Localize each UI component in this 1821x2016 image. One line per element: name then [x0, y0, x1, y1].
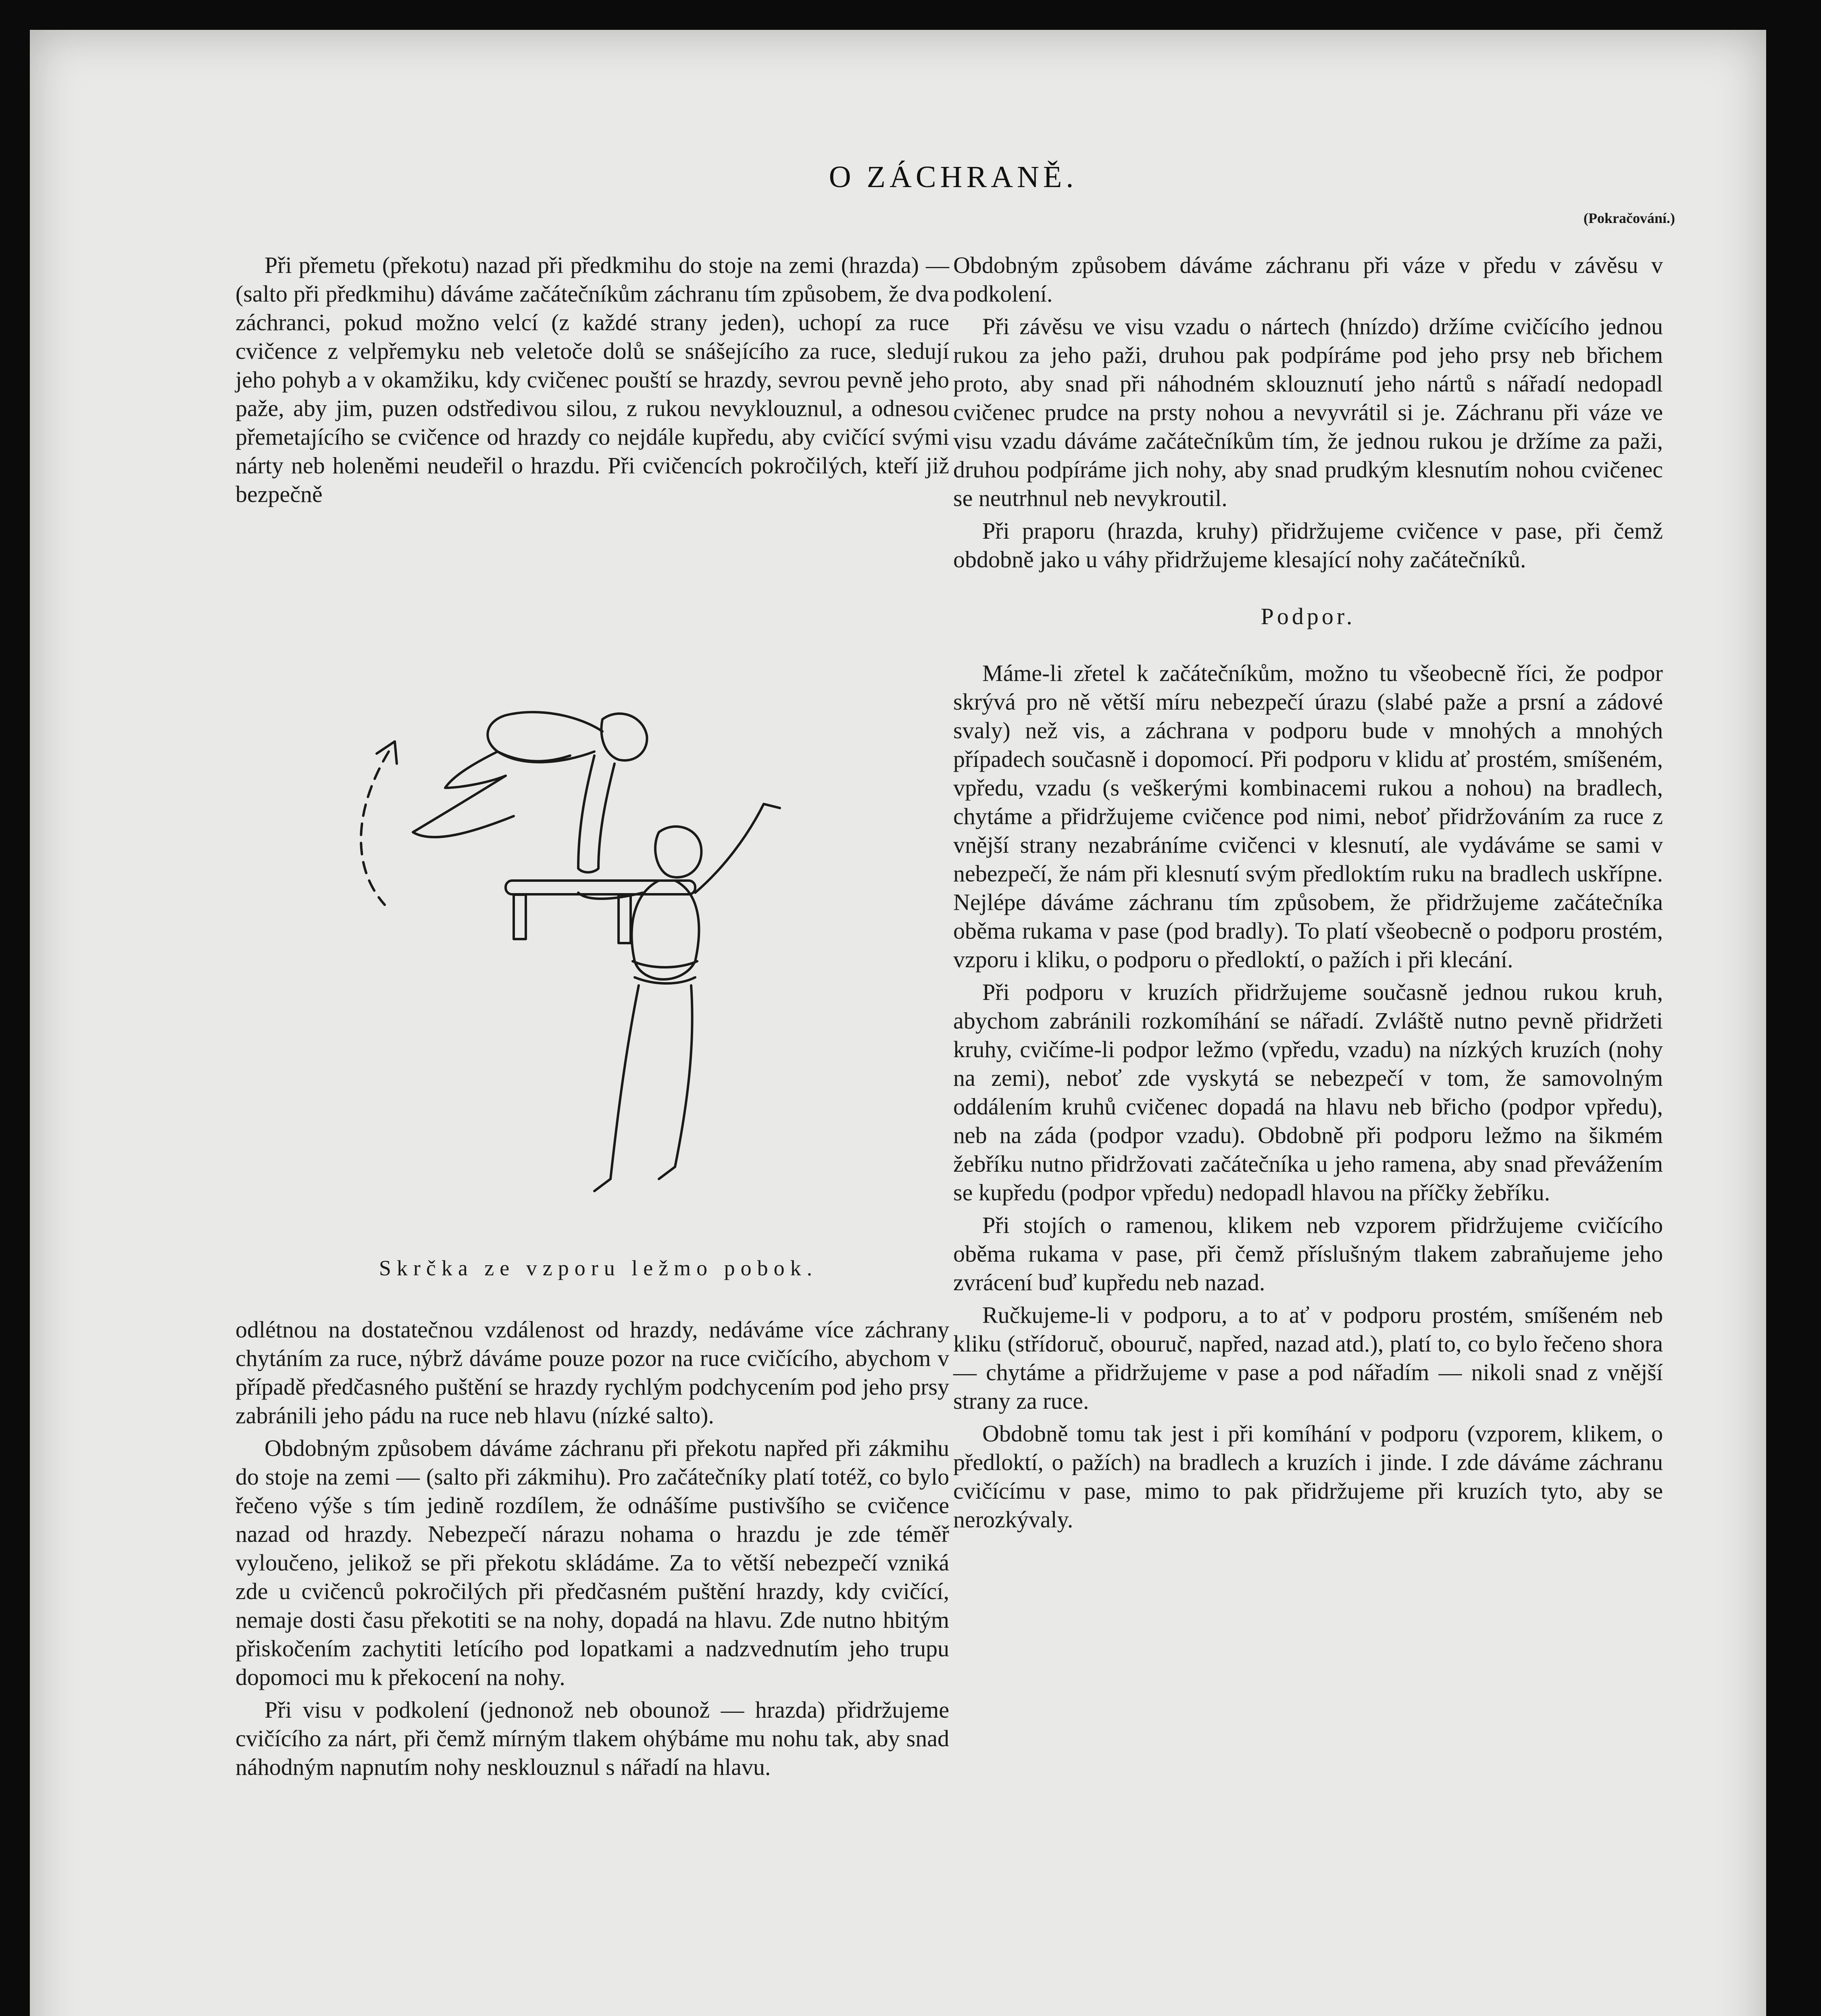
spotter-leg-right — [659, 985, 692, 1179]
paragraph: Při přemetu (překotu) nazad při předkmihu do stoje na zemi (hrazda) — (salto při předkmihu) dáváme začátečníkům záchranu tím způsobem, že dva záchranci, pokud možno velcí (z každé strany jeden), uchopí za ruce cvičence z velpřemyku neb veletoče dolů se snášejícího za ruce, sledují jeho pohyb a v okamžiku, kdy cvičenec pouští se hrazdy, sevrou pevně jeho paže, aby jim, puzen odstředivou silou, z rukou nevyklouznul, a odnesou přemetajícího se cvičence od hrazdy co nejdále kupředu, aby cvičící svými nárty neb holeněmi neudeřil o hrazdu. Při cvičencích pokročilých, kteří již bezpečně — [235, 252, 949, 507]
paragraph: odlétnou na dostatečnou vzdálenost od hrazdy, nedáváme více záchrany chytáním za ruce, nýbrž dáváme pouze pozor na ruce cvičícího, abychom v případě předčasného puštění se hrazdy rychlým podchycením pod jeho prsy zabránili jeho pádu na ruce neb hlavu (nízké salto). — [235, 1316, 949, 1429]
page-title: O ZÁCHRANĚ. — [829, 160, 1078, 194]
paragraph: Obdobným způsobem dáváme záchranu při překotu napřed při zákmihu do stoje na zemi — (salto při zákmihu). Pro začátečníky platí totéž, co bylo řečeno výše s tím jedině rozdílem, že odnášíme pustivšího se cvičence nazad od hrazdy. Nebezpečí nárazu nohama o hrazdu je zde téměř vyloučeno, jelikož se při překotu skládáme. Za to větší nebezpečí vzniká zde u cvičenců pokročilých při předčasném puštění hrazdy, kdy cvičící, nemaje dosti času překotiti se na nohy, dopadá na hlavu. Zde nutno hbitým přiskočením zachytiti letícího pod lopatkami a nadzvednutím jeho trupu dopomoci mu k překocení na nohy. — [235, 1435, 949, 1690]
paragraph: Při visu v podkolení (jednonož neb obounož — hrazda) přidržujeme cvičícího za nárt, při čemž mírným tlakem ohýbáme mu nohu tak, aby snad náhodným napnutím nohy nesklouznul s nářadí na hlavu. — [235, 1697, 949, 1780]
gymnast-shorts — [498, 752, 570, 761]
continued-note: (Pokračování.) — [1583, 210, 1675, 226]
gymnastics-illustration — [352, 643, 957, 1248]
spotter-arm-right — [695, 804, 780, 893]
paragraph: Obdobným způsobem dáváme záchranu při váze v předu v závěsu v podkolení. — [953, 252, 1663, 307]
paragraph: Máme-li zřetel k začátečníkům, možno tu všeobecně říci, že podpor skrývá pro ně větší míru nebezpečí úrazu (slabé paže a prsní a zádové svaly) než vis, a záchrana v podporu bude v mnohých a mnohých případech současně i dopomocí. Při podporu v klidu ať prostém, smíšeném, vpředu, vzadu (s veškerými kombinacemi rukou a nohou) na bradlech, chytáme a přidržujeme cvičence pod nimi, neboť přidržováním za ruce z vnější strany nezabráníme cvičenci v klesnutí, ale vydáváme se sami v nebezpečí, že nám při klesnutí svým předloktím ruku na bradlech uskřípne. Nejlépe dáváme záchranu tím způsobem, že přidržujeme začátečníka oběma rukama v pase (pod bradly). To platí všeobecně o podporu prostém, vzporu i kliku, o podporu o předloktí, o pažích i při klecání. — [953, 660, 1663, 973]
motion-arc — [361, 752, 389, 905]
gymnast-head — [601, 714, 647, 760]
paragraph: Při praporu (hrazda, kruhy) přidržujeme cvičence v pase, při čemž obdobně jako u váhy přidržujeme klesající nohy začátečníků. — [953, 518, 1663, 573]
spotter-head — [655, 827, 701, 877]
parallel-bar — [506, 881, 695, 894]
section-heading: Podpor. — [1261, 603, 1356, 629]
gymnast-leg-lower — [413, 776, 514, 837]
paragraph: Při závěsu ve visu vzadu o nártech (hnízdo) držíme cvičícího jednou rukou za jeho paži, druhou pak podpíráme pod jeho prsy neb břichem proto, aby snad při náhodném sklouznutí jeho nártů s nářadí nedopadl cvičenec prudce na prsty nohou a nevyvrátil si je. Záchranu při váze ve visu vzadu dáváme začátečníkům tím, že jednou rukou je držíme za paži, druhou podpíráme jich nohy, aby snad prudkým klesnutím nohou cvičenec se neutrhnul neb nevykroutil. — [953, 313, 1663, 511]
figure-caption: Skrčka ze vzporu ležmo pobok. — [379, 1256, 818, 1280]
arrow-head — [377, 741, 397, 764]
bar-post-left — [514, 895, 526, 939]
left-column-top — [235, 251, 949, 512]
page — [30, 30, 1766, 2016]
paragraph: Při podporu v kruzích přidržujeme současně jednou rukou kruh, abychom zabránili rozkomíhání se nářadí. Zvláště nutno pevně přidržeti kruhy, cvičíme-li podpor ležmo (vpředu, vzadu) na nízkých kruzích (nohy na zemi), neboť zde vyskytá se nebezpečí v tom, že samovolným oddálením kruhů cvičenec dopadá na hlavu neb břicho (podpor vpředu), neb na záda (podpor vzadu). Obdobně při podporu ležmo na šikmém žebříku nutno přidržovati začátečníka u jeho ramena, aby snad převážením se kupředu (podpor vpředu) nedopadl hlavou na příčky žebříku. — [953, 979, 1663, 1206]
bar-post-right — [619, 895, 631, 943]
paragraph: Ručkujeme-li v podporu, a to ať v podporu prostém, smíšeném neb kliku (střídoruč, obouruč, napřed, nazad atd.), platí to, co bylo řečeno shora — chytáme a přidržujeme v pase a pod nářadím — nikoli snad z vnější strany za ruce. — [953, 1302, 1663, 1414]
right-column — [953, 251, 1663, 1538]
paragraph: Obdobně tomu tak jest i při komíhání v podporu (vzporem, klikem, o předloktí, o pažích) na bradlech a kruzích i jinde. I zde dáváme záchranu cvičícímu v pase, mimo to pak přidržujeme při kruzích tyto, aby se nerozkývaly. — [953, 1420, 1663, 1533]
gymnast-arm — [578, 756, 615, 872]
spotter-leg-left — [594, 985, 639, 1191]
paragraph: Při stojích o ramenou, klikem neb vzporem přidržujeme cvičícího oběma rukama v pase, při čemž příslušným tlakem zabraňujeme jeho zvrácení buď kupředu neb nazad. — [953, 1212, 1663, 1295]
left-column-bottom — [235, 1315, 949, 1785]
